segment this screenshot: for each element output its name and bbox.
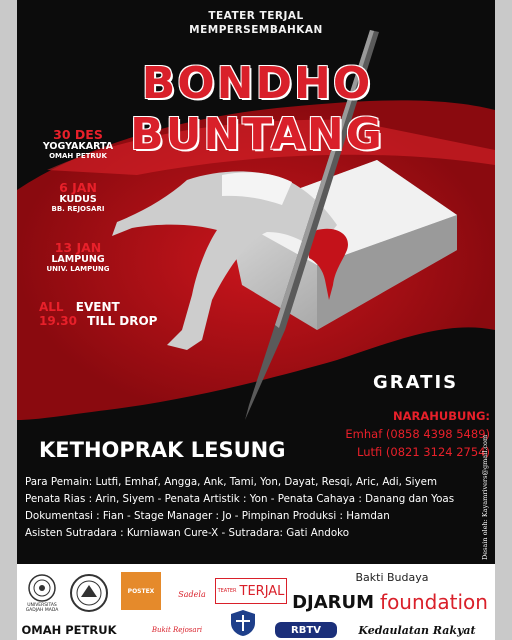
ugm-label: UNIVERSITAS GADJAH MADA — [25, 603, 59, 613]
event-date: 13 JAN — [54, 240, 102, 255]
unila-seal-icon — [69, 573, 109, 613]
omah-petruk-logo: OMAH PETRUK — [21, 623, 117, 637]
credit-line: Dokumentasi : Fian - Stage Manager : Jo - Pimpinan Produksi : Hamdan — [25, 510, 390, 522]
event-city: LAMPUNG — [51, 254, 105, 265]
free-admission: GRATIS — [373, 372, 459, 393]
rejosari-logo: Bukit Rejosari — [151, 626, 203, 634]
presenter-line: TEATER TERJAL — [208, 10, 304, 22]
presenter-sub: MEMPERSEMBAHKAN — [189, 24, 323, 36]
djarum-foundation-logo — [285, 588, 495, 616]
kedaulatan-rakyat-logo: Kedaulatan Rakyat — [358, 623, 476, 637]
postex-logo: POSTEX — [121, 572, 161, 610]
event-venue: UNIV. LAMPUNG — [46, 265, 110, 273]
contact-block — [325, 407, 490, 461]
designer-credit: Desain oleh: Kayamrivers@gmail.com — [481, 434, 489, 560]
event-yogyakarta — [39, 128, 117, 161]
terjal-logo — [215, 578, 287, 604]
event-city: YOGYAKARTA — [42, 141, 114, 152]
event-kudus — [39, 181, 117, 214]
event-lampung — [39, 241, 117, 274]
ugm-logo — [23, 568, 61, 618]
djarum-label: DJARUM — [292, 591, 375, 613]
contact-heading: NARAHUBUNG: — [392, 409, 490, 423]
bakti-budaya-label: Bakti Budaya — [355, 570, 429, 584]
shield-icon — [230, 609, 256, 637]
show-time — [39, 300, 157, 328]
credit-line: Asisten Sutradara : Kurniawan Cure-X - Sutradara: Gati Andoko — [25, 527, 350, 539]
unila-logo — [67, 568, 111, 618]
event-venue: BB. REJOSARI — [51, 205, 105, 213]
event-date: 30 DES — [53, 127, 103, 142]
foundation-label: foundation — [380, 590, 488, 614]
contact-person: Lutfi (0821 3124 2754) — [357, 445, 490, 459]
time-event: EVENT — [75, 300, 120, 314]
play-title: BONDHO BUNTANG — [130, 58, 384, 160]
credit-line: Para Pemain: Lutfi, Emhaf, Angga, Ank, Tami, Yon, Dayat, Resqi, Aric, Adi, Siyem — [25, 476, 437, 488]
contact-person: Emhaf (0858 4398 5489) — [345, 427, 490, 441]
event-date: 6 JAN — [59, 180, 97, 195]
credit-line: Penata Rias : Arin, Siyem - Penata Artistik : Yon - Penata Cahaya : Danang dan Yoas — [25, 493, 455, 505]
event-poster — [17, 0, 495, 640]
ugm-seal-icon — [27, 573, 57, 603]
time-start: 19.30 — [39, 314, 77, 328]
show-name: KETHOPRAK LESUNG — [39, 438, 286, 462]
terjal-small-label: TEATER — [217, 588, 237, 594]
rbtv-logo: RBTV — [275, 622, 337, 638]
terjal-label: TERJAL — [239, 583, 285, 599]
time-all: ALL — [39, 300, 64, 314]
shield-logo — [223, 608, 263, 638]
time-till: TILL DROP — [87, 314, 158, 328]
event-city: KUDUS — [59, 194, 97, 205]
credits — [25, 474, 473, 542]
sponsor-strip — [17, 564, 495, 640]
event-venue: OMAH PETRUK — [49, 152, 107, 160]
sadela-logo: Sadela — [178, 589, 206, 599]
